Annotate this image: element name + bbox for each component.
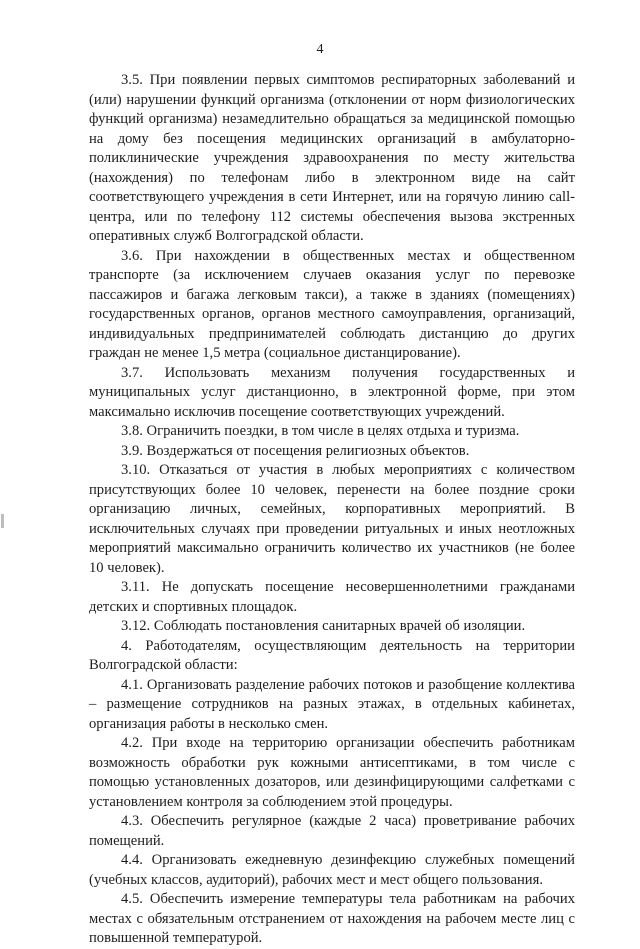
paragraph-4-4: 4.4. Организовать ежедневную дезинфекцию служебных помещений (учебных классов, аудиторий), рабочих мест и мест общего пользования.	[89, 852, 575, 888]
paragraph-4: 4. Работодателям, осуществляющим деятельность на территории Волгоградской области:	[89, 637, 575, 673]
paragraph-4-1: 4.1. Организовать разделение рабочих потоков и разобщение коллектива – размещение сотрудников на разных этажах, в отдельных кабинетах, организация работы в несколько смен.	[89, 676, 575, 732]
paragraph-3-9: 3.9. Воздержаться от посещения религиозных объектов.	[121, 442, 470, 459]
document-body	[89, 71, 575, 949]
paragraph-3-7: 3.7. Использовать механизм получения государственных и муниципальных услуг дистанционно, в электронной форме, при этом максимально исключив посещение соответствующих учреждений.	[89, 364, 575, 420]
paragraph-3-5: 3.5. При появлении первых симптомов респираторных заболеваний и (или) нарушении функций организма (отклонении от норм физиологических функций организма) незамедлительно обращаться за медицинской помощью на дому без посещения медицинских организаций в амбулаторно-поликлинические учреждения здравоохранения по месту жительства (нахождения) по телефонам либо в электронном виде на сайт соответствующего учреждения в сети Интернет, или на горячую линию call-центра, или по телефону 112 системы обеспечения вызова экстренных оперативных служб Волгоградской области.	[89, 72, 575, 244]
page-number: 4	[316, 42, 324, 57]
paragraph-3-11: 3.11. Не допускать посещение несовершеннолетними гражданами детских и спортивных площадок.	[89, 579, 575, 615]
paragraph-4-2: 4.2. При входе на территорию организации обеспечить работникам возможность обработки рук кожными антисептиками, в том числе с помощью установленных дозаторов, или дезинфицирующими салфетками с установлением контроля за соблюдением этой процедуры.	[89, 735, 575, 810]
paragraph-3-6: 3.6. При нахождении в общественных местах и общественном транспорте (за исключением случаев оказания услуг по перевозке пассажиров и багажа легковым такси), а также в зданиях (помещениях) государственных органов, органов местного самоуправления, организаций, индивидуальных предпринимателей соблюдать дистанцию до других граждан не менее 1,5 метра (социальное дистанцирование).	[89, 247, 575, 361]
paragraph-4-5: 4.5. Обеспечить измерение температуры тела работникам на рабочих местах с обязательным отстранением от нахождения на рабочем месте лиц с повышенной температурой.	[89, 891, 575, 946]
paragraph-3-8: 3.8. Ограничить поездки, в том числе в целях отдыха и туризма.	[121, 423, 520, 439]
scan-margin-mark	[1, 514, 4, 528]
paragraph-3-12: 3.12. Соблюдать постановления санитарных врачей об изоляции.	[121, 618, 526, 634]
paragraph-3-10: 3.10. Отказаться от участия в любых мероприятиях с количеством присутствующих более 10 человек, перенести на более поздние сроки организацию личных, семейных, корпоративных мероприятий. В исключительных случаях при проведении ритуальных и иных неотложных мероприятий максимально ограничить количество их участников (не более 10 человек).	[89, 462, 575, 576]
paragraph-4-3: 4.3. Обеспечить регулярное (каждые 2 часа) проветривание рабочих помещений.	[89, 813, 575, 849]
